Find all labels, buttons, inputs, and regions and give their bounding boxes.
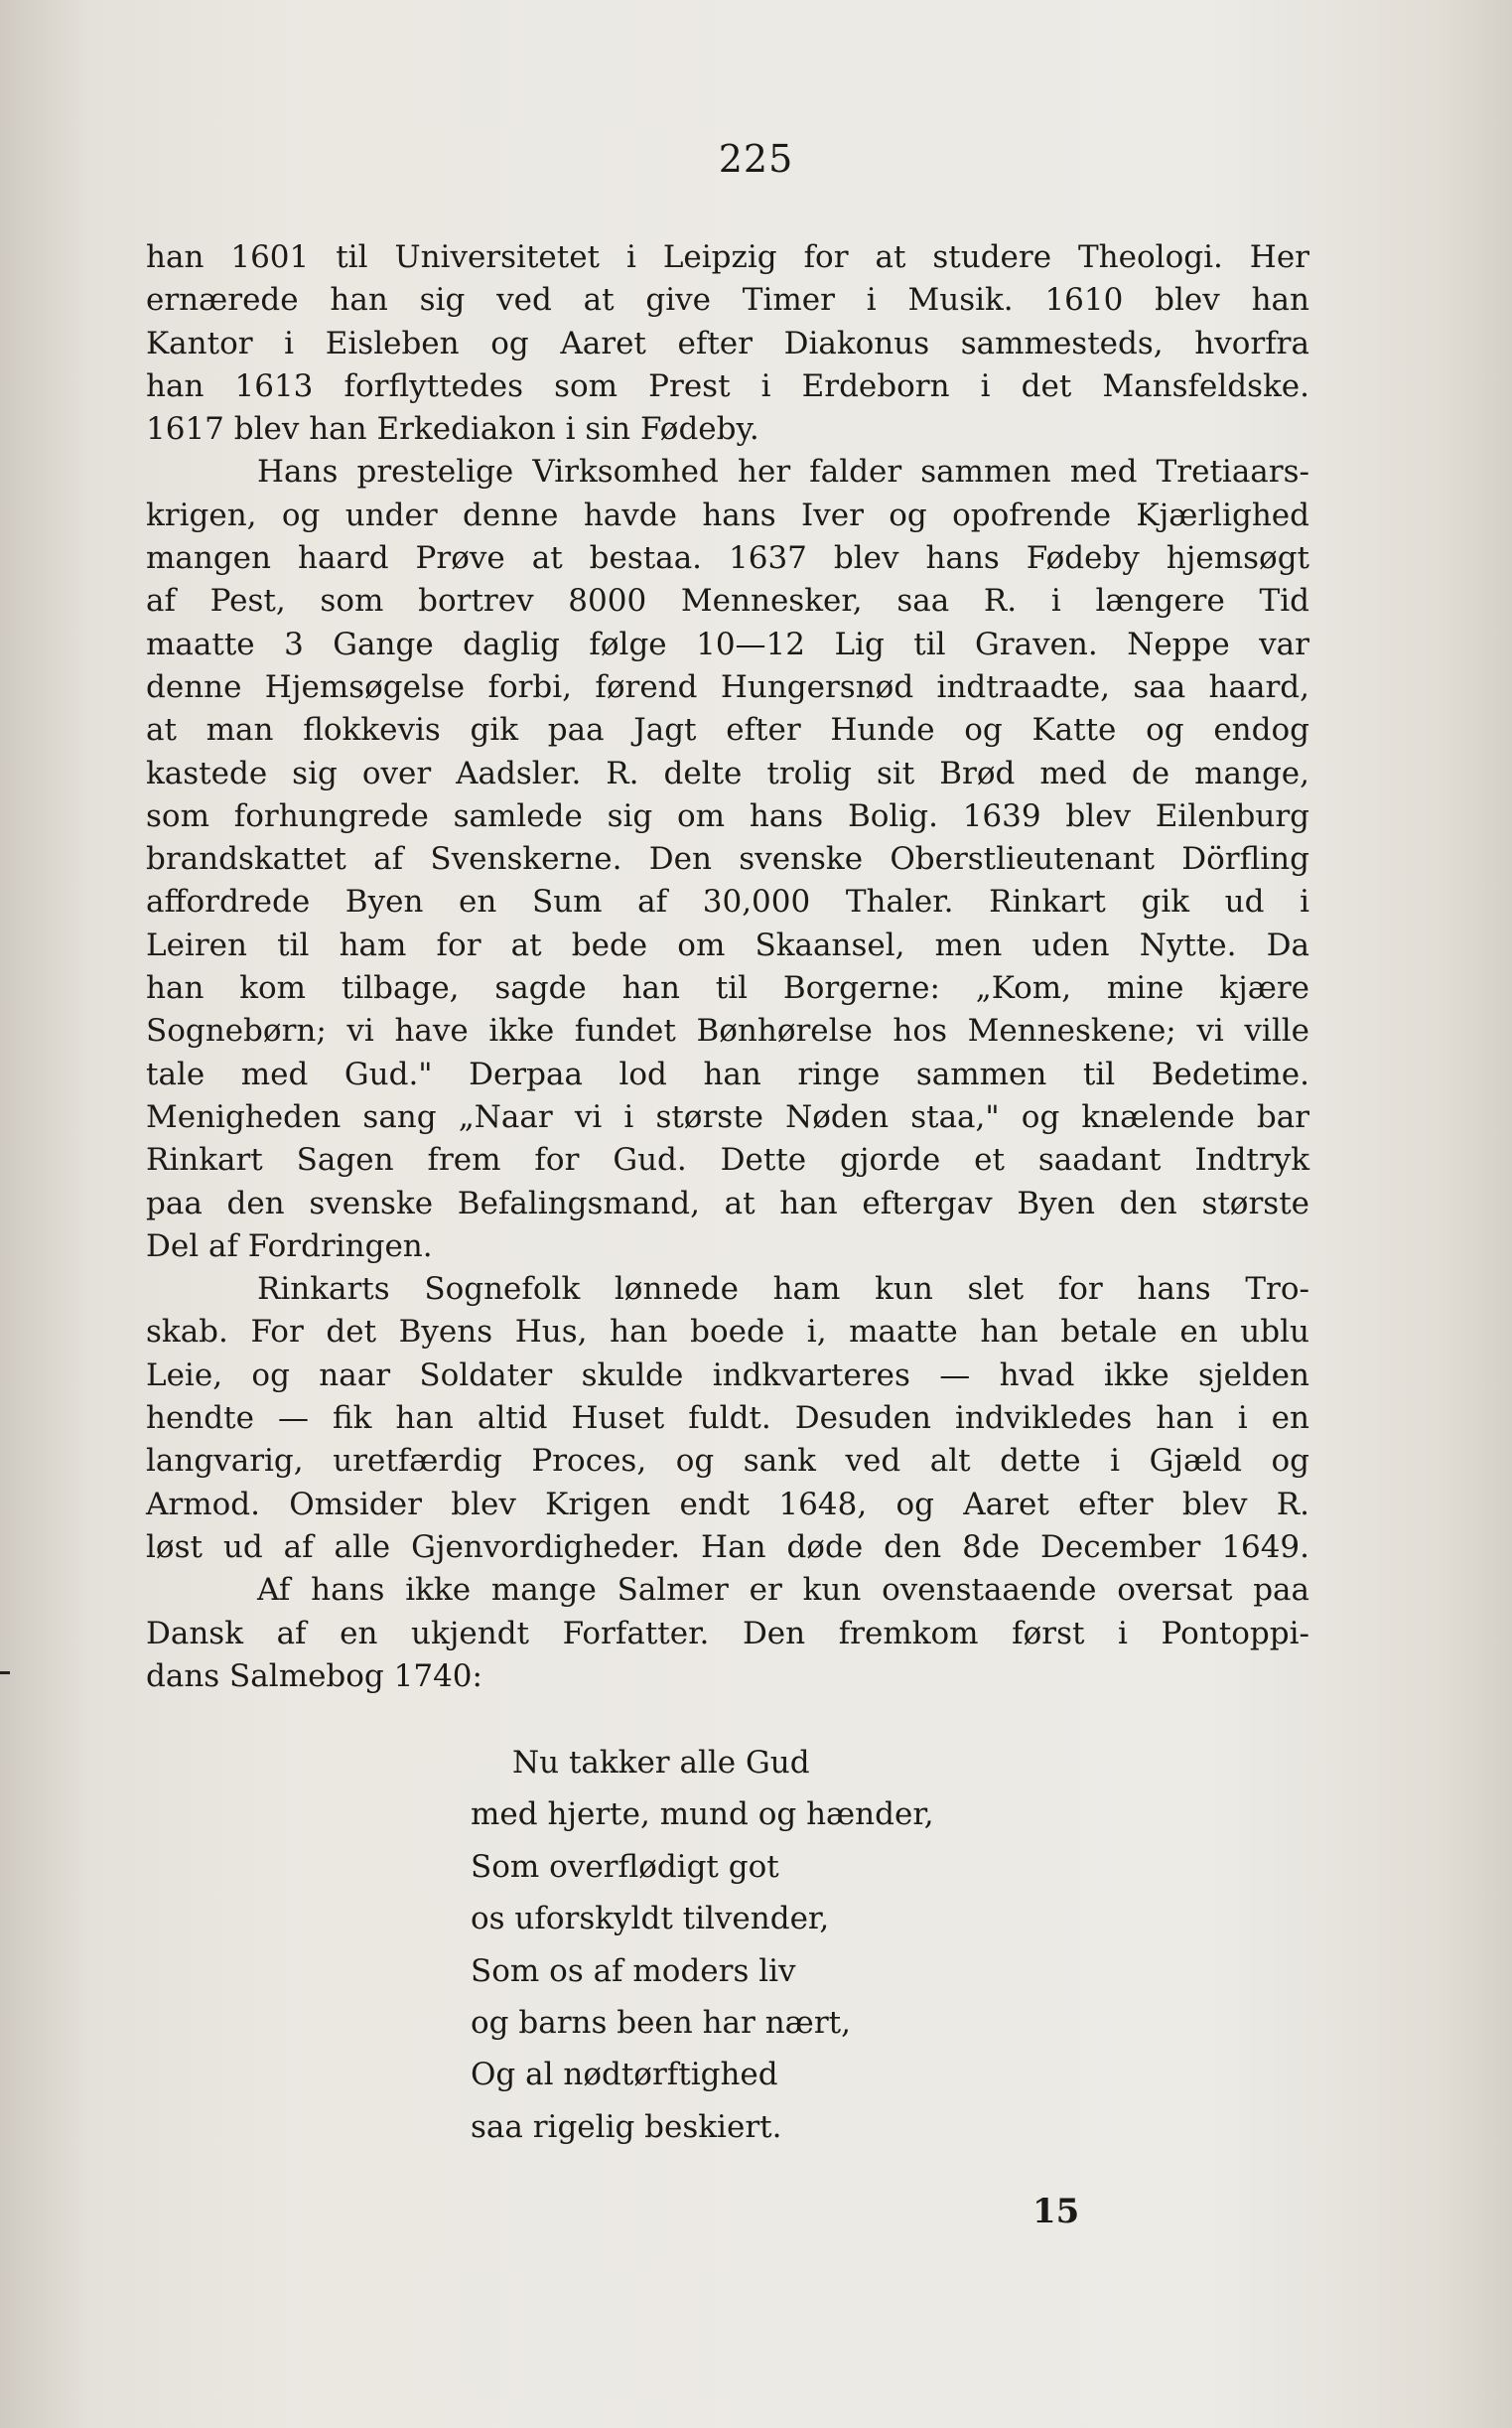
text-line: Rinkart Sagen frem for Gud. Dette gjorde et saadant Indtryk <box>146 1142 1309 1179</box>
text-line: af Pest, som bortrev 8000 Mennesker, saa R. i længere Tid <box>146 583 1309 620</box>
text-line: hendte — fik han altid Huset fuldt. Desuden indvikledes han i en <box>146 1400 1309 1437</box>
paragraph <box>146 236 1309 451</box>
text-line: denne Hjemsøgelse forbi, førend Hungersnød indtraadte, saa haard, <box>146 668 1309 705</box>
text-line: langvarig, uretfærdig Proces, og sank ved alt dette i Gjæld og <box>146 1443 1309 1480</box>
paragraph <box>146 1569 1309 1698</box>
text-line: mangen haard Prøve at bestaa. 1637 blev hans Fødeby hjemsøgt <box>146 540 1309 577</box>
text-line: Armod. Omsider blev Krigen endt 1648, og Aaret efter blev R. <box>146 1486 1309 1522</box>
text-line: at man flokkevis gik paa Jagt efter Hunde og Katte og endog <box>146 712 1309 749</box>
text-line: han 1601 til Universitetet i Leipzig for at studere Theologi. Her <box>146 239 1309 275</box>
text-line: løst ud af alle Gjenvordigheder. Han døde den 8de December 1649. <box>146 1528 1309 1565</box>
text-line: 1617 blev han Erkediakon i sin Fødeby. <box>146 411 759 448</box>
text-line: maatte 3 Gange daglig følge 10—12 Lig til Graven. Neppe var <box>146 626 1309 662</box>
body-text <box>146 236 1309 1698</box>
text-line: Del af Fordringen. <box>146 1227 433 1264</box>
poem-line: Som os af moders liv <box>471 1952 796 1989</box>
poem-line: os uforskyldt tilvender, <box>471 1901 830 1937</box>
text-line: han 1613 forflyttedes som Prest i Erdeborn i det Mansfeldske. <box>146 367 1309 404</box>
paragraph <box>146 451 1309 1268</box>
text-line: Rinkarts Sognefolk lønnede ham kun slet for hans Tro- <box>257 1271 1309 1308</box>
page-number: 225 <box>718 137 794 181</box>
text-line: krigen, og under denne havde hans Iver og opofrende Kjærlighed <box>146 497 1309 533</box>
text-line: Kantor i Eisleben og Aaret efter Diakonus sammesteds, hvorfra <box>146 325 1309 361</box>
text-line: Hans prestelige Virksomhed her falder sammen med Tretiaars- <box>257 454 1309 491</box>
text-line: Sognebørn; vi have ikke fundet Bønhørelse hos Menneskene; vi ville <box>146 1013 1309 1050</box>
text-line: brandskattet af Svenskerne. Den svenske Oberstlieutenant Dörfling <box>146 841 1309 878</box>
poem-line: Og al nødtørftighed <box>471 2057 778 2093</box>
hymn-verse <box>471 1737 934 2153</box>
text-line: paa den svenske Befalingsmand, at han eftergav Byen den største <box>146 1185 1309 1221</box>
text-line: Dansk af en ukjendt Forfatter. Den fremkom først i Pontoppi- <box>146 1615 1309 1651</box>
poem-line: Som overflødigt got <box>471 1848 779 1885</box>
text-line: Af hans ikke mange Salmer er kun ovenstaaende oversat paa <box>257 1572 1309 1609</box>
poem-line: med hjerte, mund og hænder, <box>471 1796 934 1833</box>
text-line: dans Salmebog 1740: <box>146 1657 482 1694</box>
text-line: Menigheden sang „Naar vi i største Nøden staa," og knælende bar <box>146 1098 1309 1135</box>
text-line: Leie, og naar Soldater skulde indkvarteres — hvad ikke sjelden <box>146 1357 1309 1393</box>
poem-line: Nu takker alle Gud <box>512 1745 810 1781</box>
text-line: som forhungrede samlede sig om hans Bolig. 1639 blev Eilenburg <box>146 797 1309 834</box>
paragraph <box>146 1268 1309 1569</box>
text-line: tale med Gud." Derpaa lod han ringe sammen til Bedetime. <box>146 1056 1309 1092</box>
poem-line: og barns been har nært, <box>471 2005 851 2042</box>
text-line: Leiren til ham for at bede om Skaansel, men uden Nytte. Da <box>146 927 1309 963</box>
margin-mark <box>0 1671 10 1674</box>
signature-mark: 15 <box>1032 2192 1080 2231</box>
text-line: ernærede han sig ved at give Timer i Musik. 1610 blev han <box>146 282 1309 319</box>
text-line: kastede sig over Aadsler. R. delte trolig sit Brød med de mange, <box>146 755 1309 791</box>
text-line: han kom tilbage, sagde han til Borgerne: „Kom, mine kjære <box>146 970 1309 1007</box>
text-line: affordrede Byen en Sum af 30,000 Thaler. Rinkart gik ud i <box>146 884 1309 921</box>
poem-line: saa rigelig beskiert. <box>471 2108 782 2145</box>
text-line: skab. For det Byens Hus, han boede i, maatte han betale en ublu <box>146 1314 1309 1351</box>
